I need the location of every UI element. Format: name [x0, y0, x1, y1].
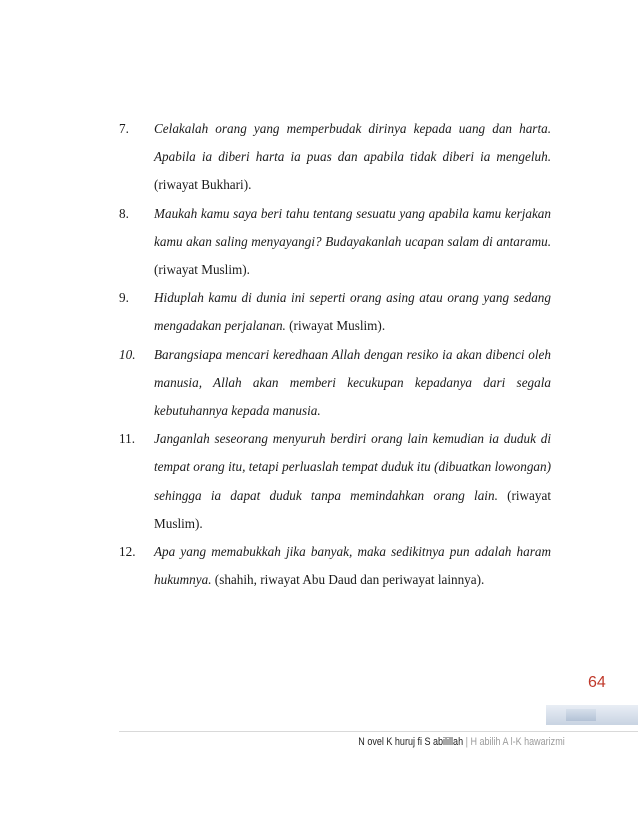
list-item-12: [119, 538, 551, 594]
item-reference: (riwayat Muslim).: [154, 487, 552, 531]
page-number: 64: [588, 674, 606, 691]
footer-separator: |: [465, 736, 469, 748]
footer-book-title: N ovel K huruj fi S abilillah: [358, 736, 464, 748]
list-item-8: [119, 200, 551, 285]
list-item-11: [119, 425, 551, 538]
item-number: 9.: [119, 290, 129, 306]
item-text: Barangsiapa mencari keredhaan Allah dengan resiko ia akan dibenci oleh manusia, Allah akan memberi kecukupan kepadanya dari segala kebutuhannya kepada manusia.: [154, 346, 551, 419]
list-item-10: [119, 341, 551, 426]
item-reference: (riwayat Bukhari).: [154, 177, 252, 193]
item-number: 12.: [119, 544, 136, 560]
item-number: 7.: [119, 121, 129, 136]
running-footer: [359, 736, 565, 748]
item-reference: (shahih, riwayat Abu Daud dan periwayat lainnya).: [211, 572, 485, 588]
item-text: Hiduplah kamu di dunia ini seperti orang asing atau orang yang sedang mengadakan perjalanan.: [154, 290, 551, 334]
item-reference: (riwayat Muslim).: [285, 318, 386, 334]
item-text: Celakalah orang yang memperbudak dirinya kepada uang dan harta. Apabila ia diberi harta ia puas dan apabila tidak diberi ia mengeluh.: [154, 121, 551, 165]
footer-author: H abilih A l-K hawarizmi: [470, 736, 565, 748]
page-number-decoration-inner: [566, 709, 596, 721]
item-number: 11.: [119, 431, 135, 447]
list-item-7: [119, 115, 551, 200]
list-item-9: [119, 284, 551, 340]
item-text: Apa yang memabukkah jika banyak, maka sedikitnya pun adalah haram hukumnya.: [154, 544, 551, 588]
item-number: 8.: [119, 205, 129, 221]
item-number: 10.: [119, 346, 136, 362]
item-reference: (riwayat Muslim).: [154, 262, 250, 278]
item-text: Janganlah seseorang menyuruh berdiri orang lain kemudian ia duduk di tempat orang itu, tetapi perluaslah tempat duduk itu (dibuatkan lowongan) sehingga ia dapat duduk tanpa memindahkan orang lain.: [154, 431, 551, 503]
hadith-list: [119, 115, 551, 594]
item-text: Maukah kamu saya beri tahu tentang sesuatu yang apabila kamu kerjakan kamu akan saling menyayangi? Budayakanlah ucapan salam di antaramu.: [154, 205, 551, 249]
footer-divider: [119, 731, 638, 732]
